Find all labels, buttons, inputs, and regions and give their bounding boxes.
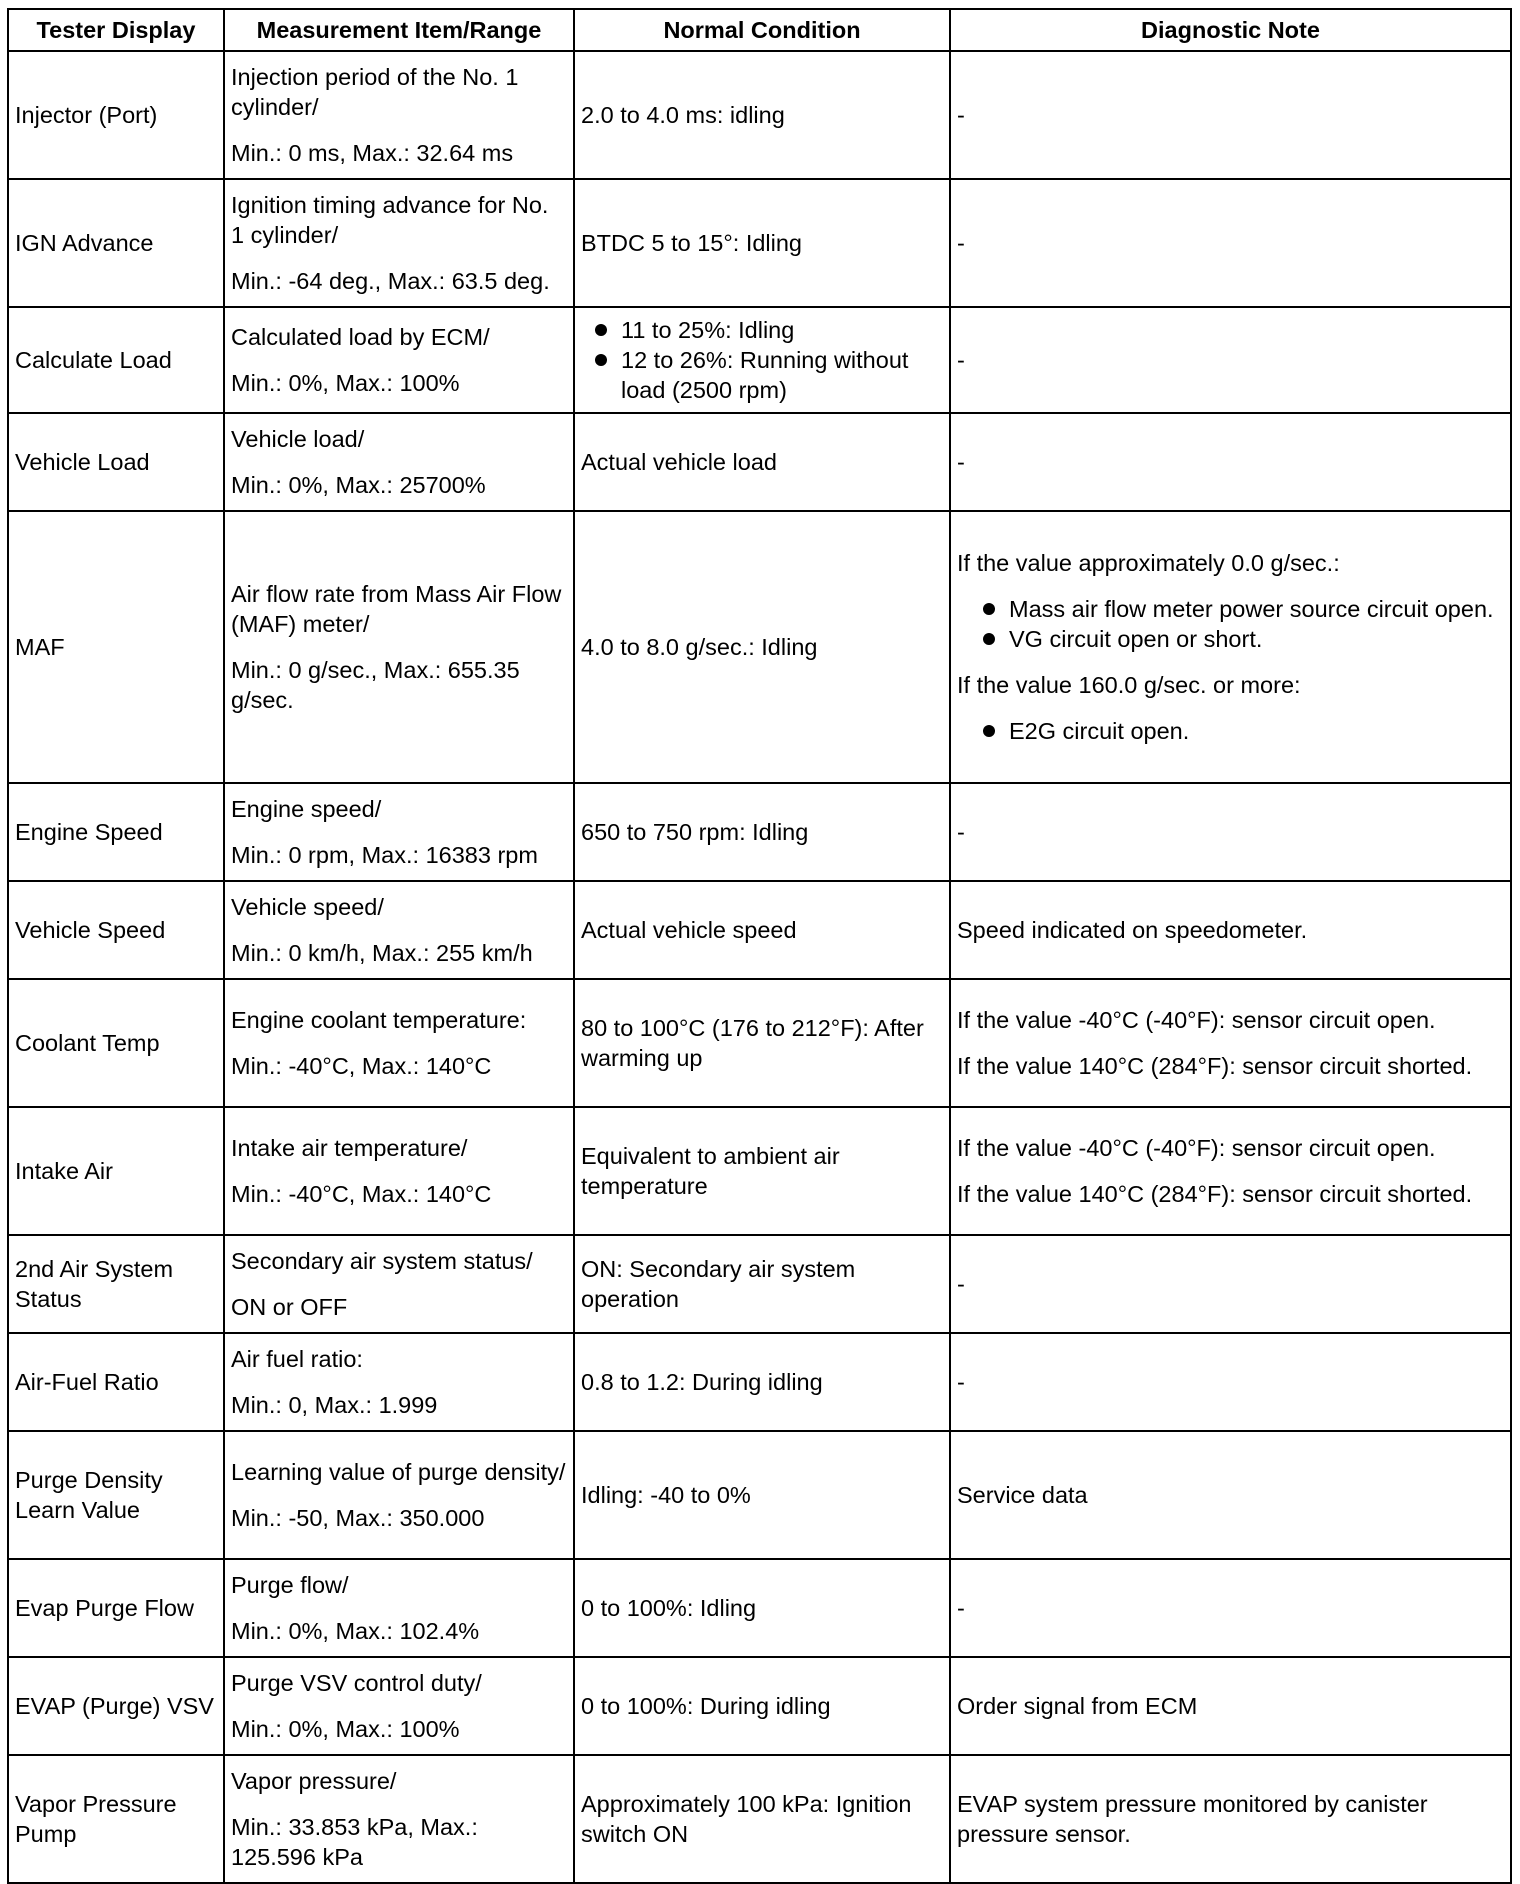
table-row — [8, 1107, 1511, 1235]
diagnostic-note-cell — [950, 979, 1511, 1107]
measurement-cell — [224, 1107, 574, 1235]
measurement-cell — [224, 51, 574, 179]
item-text: Intake air temperature/ — [231, 1135, 468, 1161]
table-row — [8, 51, 1511, 179]
diagnostic-note-cell: - — [950, 1333, 1511, 1431]
table-row — [8, 979, 1511, 1107]
normal-condition-cell: ON: Secondary air system operation — [574, 1235, 950, 1333]
item-text: Vehicle load/ — [231, 426, 365, 452]
measurement-cell — [224, 1235, 574, 1333]
measurement-cell — [224, 1755, 574, 1883]
table-row — [8, 881, 1511, 979]
list-item: Mass air flow meter power source circuit open. — [1009, 594, 1504, 624]
item-text: Secondary air system status/ — [231, 1248, 533, 1274]
tester-display-cell: Calculate Load — [8, 307, 224, 413]
range-text: Min.: 0 g/sec., Max.: 655.35 g/sec. — [231, 657, 520, 713]
range-text: Min.: 0%, Max.: 25700% — [231, 472, 486, 498]
item-text: Ignition timing advance for No. 1 cylinder/ — [231, 192, 549, 248]
data-list-table — [7, 8, 1512, 1884]
diagnostic-note-cell — [950, 511, 1511, 783]
item-text: Air fuel ratio: — [231, 1346, 363, 1372]
tester-display-cell: Intake Air — [8, 1107, 224, 1235]
normal-condition-cell: Equivalent to ambient air temperature — [574, 1107, 950, 1235]
header-row — [8, 9, 1511, 51]
note-text: If the value approximately 0.0 g/sec.: — [957, 550, 1340, 576]
tester-display-cell: IGN Advance — [8, 179, 224, 307]
item-text: Engine coolant temperature: — [231, 1007, 527, 1033]
range-text: Min.: 0%, Max.: 100% — [231, 1716, 460, 1742]
item-text: Purge VSV control duty/ — [231, 1670, 482, 1696]
measurement-cell — [224, 783, 574, 881]
item-text: Purge flow/ — [231, 1572, 349, 1598]
tester-display-cell: Vapor Pressure Pump — [8, 1755, 224, 1883]
measurement-cell — [224, 881, 574, 979]
range-text: Min.: 0 km/h, Max.: 255 km/h — [231, 940, 533, 966]
note-text: If the value 160.0 g/sec. or more: — [957, 672, 1301, 698]
item-text: Vapor pressure/ — [231, 1768, 397, 1794]
list-item: E2G circuit open. — [1009, 716, 1504, 746]
item-text: Engine speed/ — [231, 796, 382, 822]
normal-condition-cell: 0.8 to 1.2: During idling — [574, 1333, 950, 1431]
table-row — [8, 1431, 1511, 1559]
diagnostic-note-cell: EVAP system pressure monitored by canister pressure sensor. — [950, 1755, 1511, 1883]
list-item: 11 to 25%: Idling — [621, 315, 943, 345]
diagnostic-note-cell: Service data — [950, 1431, 1511, 1559]
range-text: Min.: -50, Max.: 350.000 — [231, 1505, 485, 1531]
normal-condition-cell: Actual vehicle load — [574, 413, 950, 511]
normal-condition-list — [581, 315, 943, 405]
table-row — [8, 511, 1511, 783]
diagnostic-note-cell: - — [950, 307, 1511, 413]
diagnostic-note-cell: - — [950, 51, 1511, 179]
table-row — [8, 179, 1511, 307]
diagnostic-note-cell: - — [950, 413, 1511, 511]
normal-condition-cell: Actual vehicle speed — [574, 881, 950, 979]
range-text: Min.: 33.853 kPa, Max.: 125.596 kPa — [231, 1814, 478, 1870]
diagnostic-note-cell: Speed indicated on speedometer. — [950, 881, 1511, 979]
note-list — [957, 594, 1504, 654]
diagnostic-note-cell — [950, 1107, 1511, 1235]
normal-condition-cell: 2.0 to 4.0 ms: idling — [574, 51, 950, 179]
tester-display-cell: Coolant Temp — [8, 979, 224, 1107]
tester-display-cell: Vehicle Speed — [8, 881, 224, 979]
table-row — [8, 1657, 1511, 1755]
note-text: If the value -40°C (-40°F): sensor circuit open. — [957, 1007, 1436, 1033]
header-tester-display: Tester Display — [8, 9, 224, 51]
tester-display-cell: Engine Speed — [8, 783, 224, 881]
diagnostic-note-cell: - — [950, 783, 1511, 881]
diagnostic-note-cell: - — [950, 179, 1511, 307]
normal-condition-cell — [574, 307, 950, 413]
table-row — [8, 783, 1511, 881]
tester-display-cell: MAF — [8, 511, 224, 783]
table-row — [8, 1559, 1511, 1657]
tester-display-cell: 2nd Air System Status — [8, 1235, 224, 1333]
normal-condition-cell: BTDC 5 to 15°: Idling — [574, 179, 950, 307]
note-text: If the value 140°C (284°F): sensor circuit shorted. — [957, 1053, 1473, 1079]
measurement-cell — [224, 1333, 574, 1431]
note-text: If the value -40°C (-40°F): sensor circuit open. — [957, 1135, 1436, 1161]
diagnostic-note-cell: - — [950, 1235, 1511, 1333]
range-text: Min.: -64 deg., Max.: 63.5 deg. — [231, 268, 550, 294]
measurement-cell — [224, 511, 574, 783]
normal-condition-cell: 0 to 100%: Idling — [574, 1559, 950, 1657]
diagnostic-note-cell: Order signal from ECM — [950, 1657, 1511, 1755]
measurement-cell — [224, 1431, 574, 1559]
measurement-cell — [224, 413, 574, 511]
measurement-cell — [224, 1559, 574, 1657]
table-row — [8, 413, 1511, 511]
item-text: Vehicle speed/ — [231, 894, 384, 920]
range-text: Min.: 0 ms, Max.: 32.64 ms — [231, 140, 514, 166]
table-row — [8, 307, 1511, 413]
measurement-cell — [224, 307, 574, 413]
range-text: Min.: 0%, Max.: 102.4% — [231, 1618, 480, 1644]
item-text: Calculated load by ECM/ — [231, 324, 490, 350]
header-measurement-item: Measurement Item/Range — [224, 9, 574, 51]
item-text: Learning value of purge density/ — [231, 1459, 566, 1485]
table-row — [8, 1755, 1511, 1883]
range-text: Min.: 0, Max.: 1.999 — [231, 1392, 438, 1418]
measurement-cell — [224, 1657, 574, 1755]
normal-condition-cell: Idling: -40 to 0% — [574, 1431, 950, 1559]
normal-condition-cell: 0 to 100%: During idling — [574, 1657, 950, 1755]
item-text: Air flow rate from Mass Air Flow (MAF) meter/ — [231, 581, 562, 637]
list-item: 12 to 26%: Running without load (2500 rpm) — [621, 345, 943, 405]
header-diagnostic-note: Diagnostic Note — [950, 9, 1511, 51]
note-list — [957, 716, 1504, 746]
range-text: Min.: 0 rpm, Max.: 16383 rpm — [231, 842, 538, 868]
table-row — [8, 1235, 1511, 1333]
list-item: VG circuit open or short. — [1009, 624, 1504, 654]
range-text: Min.: -40°C, Max.: 140°C — [231, 1181, 492, 1207]
measurement-cell — [224, 179, 574, 307]
tester-display-cell: EVAP (Purge) VSV — [8, 1657, 224, 1755]
normal-condition-cell: 4.0 to 8.0 g/sec.: Idling — [574, 511, 950, 783]
tester-display-cell: Vehicle Load — [8, 413, 224, 511]
note-text: If the value 140°C (284°F): sensor circuit shorted. — [957, 1181, 1473, 1207]
table-row — [8, 1333, 1511, 1431]
range-text: ON or OFF — [231, 1294, 348, 1320]
range-text: Min.: -40°C, Max.: 140°C — [231, 1053, 492, 1079]
measurement-cell — [224, 979, 574, 1107]
normal-condition-cell: 650 to 750 rpm: Idling — [574, 783, 950, 881]
header-normal-condition: Normal Condition — [574, 9, 950, 51]
tester-display-cell: Purge Density Learn Value — [8, 1431, 224, 1559]
normal-condition-cell: Approximately 100 kPa: Ignition switch ON — [574, 1755, 950, 1883]
diagnostic-note-cell: - — [950, 1559, 1511, 1657]
normal-condition-cell: 80 to 100°C (176 to 212°F): After warming up — [574, 979, 950, 1107]
range-text: Min.: 0%, Max.: 100% — [231, 370, 460, 396]
tester-display-cell: Evap Purge Flow — [8, 1559, 224, 1657]
item-text: Injection period of the No. 1 cylinder/ — [231, 64, 519, 120]
data-list-table-wrapper — [7, 8, 1512, 1884]
tester-display-cell: Injector (Port) — [8, 51, 224, 179]
tester-display-cell: Air-Fuel Ratio — [8, 1333, 224, 1431]
